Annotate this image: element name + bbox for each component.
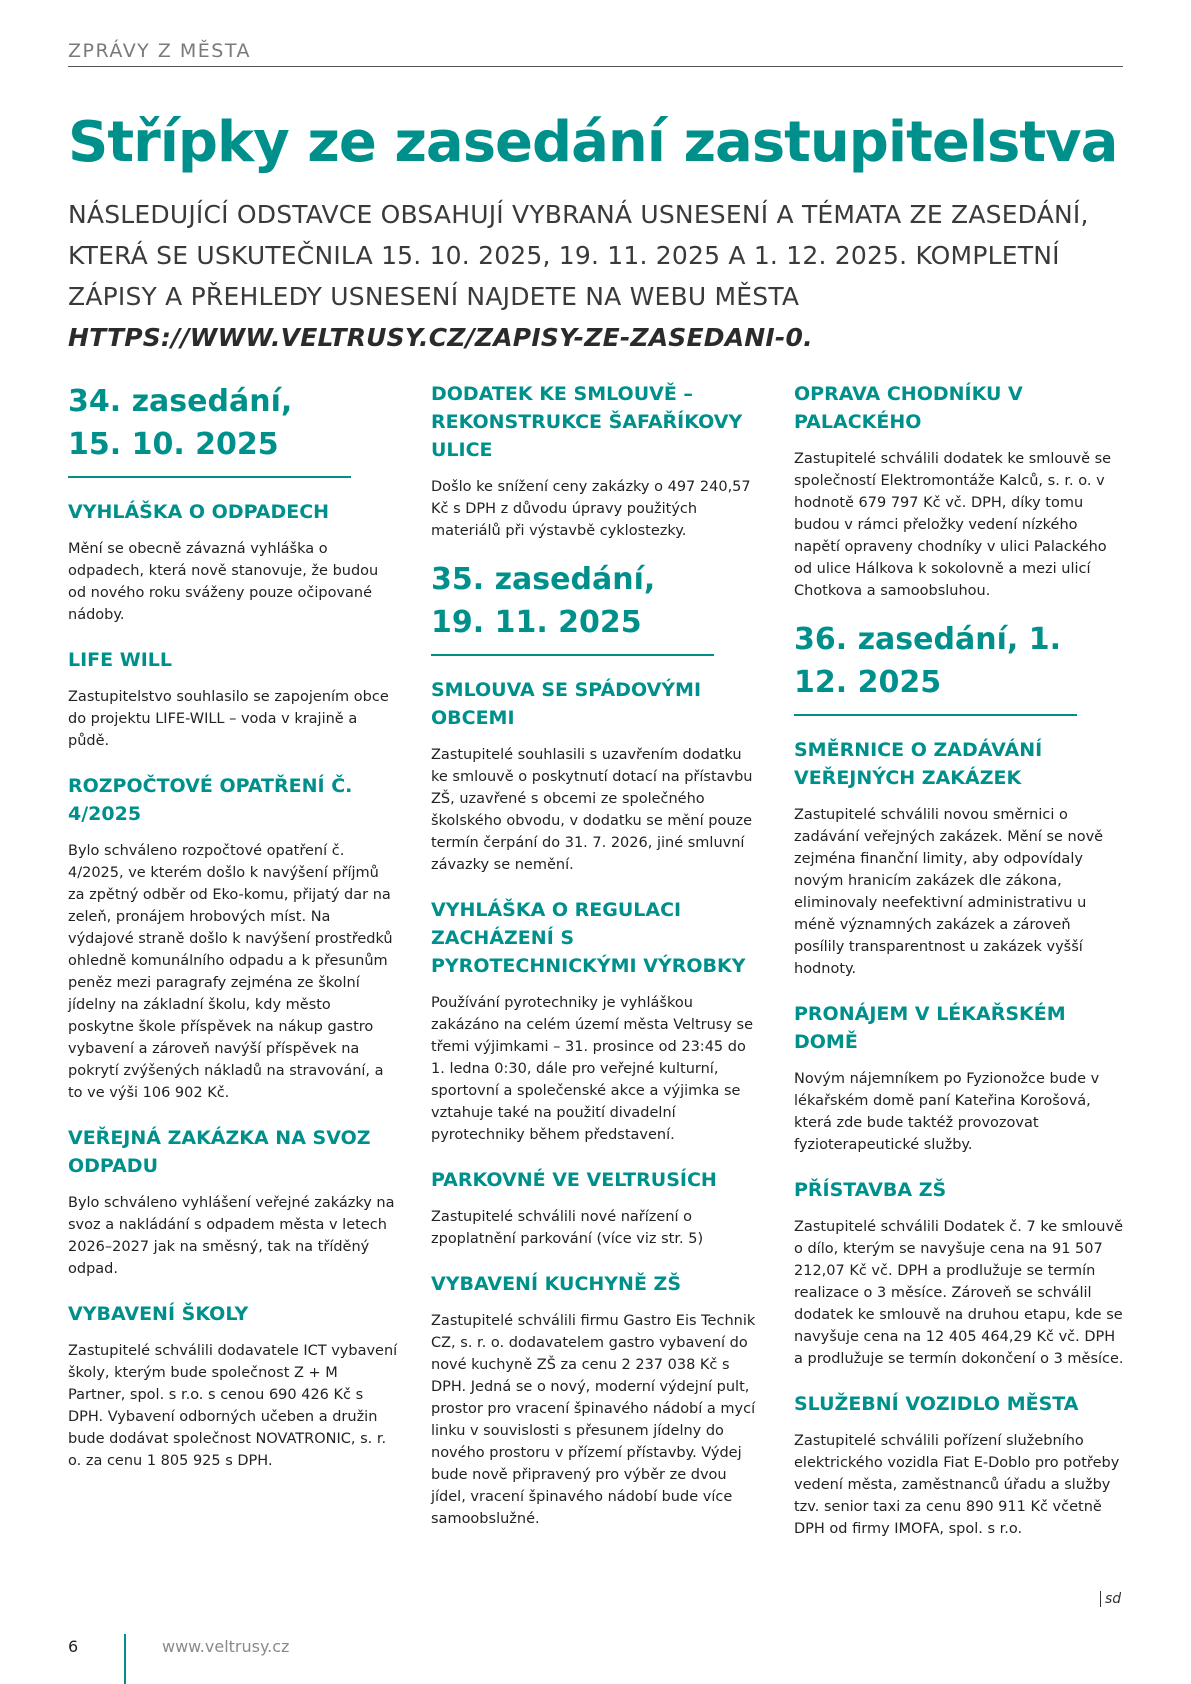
item-text: Zastupitelstvo souhlasilo se zapojením obce do projektu LIFE-WILL – voda v krajině a půdě. bbox=[68, 689, 389, 749]
page-title: Střípky ze zasedání zastupitelstva bbox=[68, 110, 1118, 175]
header-divider bbox=[68, 66, 1123, 67]
column-3 bbox=[794, 380, 1124, 1544]
column-1 bbox=[68, 380, 398, 1476]
author-signature: sd bbox=[1100, 1591, 1121, 1607]
item-heading: SMĚRNICE O ZADÁVÁNÍ VEŘEJNÝCH ZAKÁZEK bbox=[794, 739, 1043, 789]
item-heading: OPRAVA CHODNÍKU V PALACKÉHO bbox=[794, 383, 1023, 433]
item-heading: LIFE WILL bbox=[68, 649, 172, 671]
lead-text: NÁSLEDUJÍCÍ ODSTAVCE OBSAHUJÍ VYBRANÁ USNESENÍ A TÉMATA ZE ZASEDÁNÍ, KTERÁ SE USKUTEČNILA 15. 10. 2025, 19. 11. 2025 A 1. 12. 2025. KOMPLETNÍ ZÁPISY A PŘEHLEDY USNESENÍ NAJDETE NA WEBU MĚSTA bbox=[68, 200, 1089, 311]
item-text: Zastupitelé schválili Dodatek č. 7 ke smlouvě o dílo, kterým se navyšuje cena na 91 507 212,07 Kč vč. DPH a prodlužuje se termín realizace o 3 měsíce. Zároveň se schválil dodatek ke smlouvě na druhou etapu, kde se navyšuje cena na 12 405 464,29 Kč vč. DPH a prodlužuje se termín dokončení o 3 měsíce. bbox=[794, 1219, 1124, 1367]
item-heading: VYHLÁŠKA O ODPADECH bbox=[68, 501, 330, 523]
item-heading: PŘÍSTAVBA ZŠ bbox=[794, 1179, 947, 1201]
item-text: Zastupitelé schválili nové nařízení o zpoplatnění parkování (více viz str. 5) bbox=[431, 1209, 704, 1247]
item-text: Zastupitelé schválili dodavatele ICT vybavení školy, kterým bude společnost Z + M Partner, spol. s r.o. s cenou 690 426 Kč s DPH. Vybavení odborných učeben a družin bude dodávat společnost NOVATRONIC, s. r. o. za cenu 1 805 925 s DPH. bbox=[68, 1343, 398, 1469]
item-heading: VYBAVENÍ KUCHYNĚ ZŠ bbox=[431, 1273, 682, 1295]
item-text: Novým nájemníkem po Fyzionožce bude v lékařském domě paní Kateřina Korošová, která zde bude taktéž provozovat fyzioterapeutické služby. bbox=[794, 1071, 1100, 1153]
item-heading: PRONÁJEM V LÉKAŘSKÉM DOMĚ bbox=[794, 1003, 1066, 1053]
item-heading: SMLOUVA SE SPÁDOVÝMI OBCEMI bbox=[431, 679, 702, 729]
item-text: Zastupitelé schválili dodatek ke smlouvě se společností Elektromontáže Kalců, s. r. o. v hodnotě 679 797 Kč vč. DPH, díky tomu budou v rámci přeložky vedení nízkého napětí opraveny chodníky v ulici Palackého od ulice Hálkova k sokolovně a mezi ulicí Chotkova a samoobsluhou. bbox=[794, 451, 1112, 599]
item-heading: ROZPOČTOVÉ OPATŘENÍ Č. 4/2025 bbox=[68, 775, 353, 825]
item-text: Bylo schváleno rozpočtové opatření č. 4/2025, ve kterém došlo k navýšení příjmů za zpětný odběr od Eko-komu, přijatý dar na zeleň, pronájem hrobových míst. Na výdajové straně došlo k navýšení prostředků ohledně komunálního odpadu a k přesunům peněz mezi paragrafy zejména ze školní jídelny na základní školu, kdy město poskytne škole příspěvek na nákup gastro vybavení a zároveň navýší příspěvek na pokrytí zvýšených nákladů na stravování, a to ve výši 106 902 Kč. bbox=[68, 843, 393, 1101]
lead-paragraph bbox=[68, 194, 1128, 358]
section-label: ZPRÁVY Z MĚSTA bbox=[68, 40, 251, 62]
lead-url-link[interactable]: HTTPS://WWW.VELTRUSY.CZ/ZAPISY-ZE-ZASEDANI-0. bbox=[68, 323, 813, 352]
meeting-title-36: 36. zasedání, 1. 12. 2025 bbox=[794, 618, 1077, 716]
item-text: Bylo schváleno vyhlášení veřejné zakázky na svoz a nakládání s odpadem města v letech 2026–2027 jak na směsný, tak na tříděný odpad. bbox=[68, 1195, 395, 1277]
item-text: Zastupitelé schválili novou směrnici o zadávání veřejných zakázek. Mění se nově zejména finanční limity, aby odpovídaly novým hranicím zakázek dle zákona, eliminovaly neefektivní administrativu u méně významných zakázek a zároveň posílily transparentnost u zakázek vyšší hodnoty. bbox=[794, 807, 1104, 977]
item-text: Zastupitelé souhlasili s uzavřením dodatku ke smlouvě o poskytnutí dotací na přístavbu ZŠ, uzavřené s obcemi ze společného školského obvodu, v dodatku se mění pouze termín čerpání do 31. 7. 2026, jiné smluvní závazky se nemění. bbox=[431, 747, 753, 873]
item-text: Došlo ke snížení ceny zakázky o 497 240,57 Kč s DPH z důvodu úpravy použitých materiálů při výstavbě cyklostezky. bbox=[431, 479, 751, 539]
item-text: Zastupitelé schválili pořízení služebního elektrického vozidla Fiat E-Doblo pro potřeby vedení města, zaměstnanců úřadu a služby tzv. senior taxi za cenu 890 911 Kč včetně DPH od firmy IMOFA, spol. s r.o. bbox=[794, 1433, 1120, 1537]
page-number: 6 bbox=[68, 1637, 79, 1656]
item-heading: VEŘEJNÁ ZAKÁZKA NA SVOZ ODPADU bbox=[68, 1127, 371, 1177]
item-heading: VYHLÁŠKA O REGULACI ZACHÁZENÍ S PYROTECHNICKÝMI VÝROBKY bbox=[431, 899, 746, 977]
item-heading: VYBAVENÍ ŠKOLY bbox=[68, 1303, 249, 1325]
item-text: Zastupitelé schválili firmu Gastro Eis Technik CZ, s. r. o. dodavatelem gastro vybavení do nové kuchyně ZŠ za cenu 2 237 038 Kč s DPH. Jedná se o nový, moderní výdejní pult, prostor pro vracení špinavého nádobí a mycí linku v souvislosti s přesunem jídelny do nového prostoru v přízemí přístavby. Výdej bude nově připravený pro výběr ze dvou jídel, vracení špinavého nádobí bude více samoobslužné. bbox=[431, 1313, 756, 1527]
meeting-title-34: 34. zasedání, 15. 10. 2025 bbox=[68, 380, 351, 478]
item-heading: DODATEK KE SMLOUVĚ – REKONSTRUKCE ŠAFAŘÍKOVY ULICE bbox=[431, 383, 743, 461]
footer-divider bbox=[124, 1634, 126, 1684]
item-heading: PARKOVNÉ VE VELTRUSÍCH bbox=[431, 1169, 717, 1191]
item-text: Používání pyrotechniky je vyhláškou zakázáno na celém území města Veltrusy se třemi výjimkami – 31. prosince od 23:45 do 1. ledna 0:30, dále pro veřejné kulturní, sportovní a společenské akce a výjimka se vztahuje také na použití divadelní pyrotechniky během představení. bbox=[431, 995, 754, 1143]
item-text: Mění se obecně závazná vyhláška o odpadech, která nově stanovuje, že budou od nového roku sváženy pouze očipované nádoby. bbox=[68, 541, 379, 623]
footer-website-link[interactable]: www.veltrusy.cz bbox=[162, 1637, 290, 1656]
column-2 bbox=[431, 380, 761, 1534]
meeting-title-35: 35. zasedání, 19. 11. 2025 bbox=[431, 558, 714, 656]
item-heading: SLUŽEBNÍ VOZIDLO MĚSTA bbox=[794, 1393, 1079, 1415]
